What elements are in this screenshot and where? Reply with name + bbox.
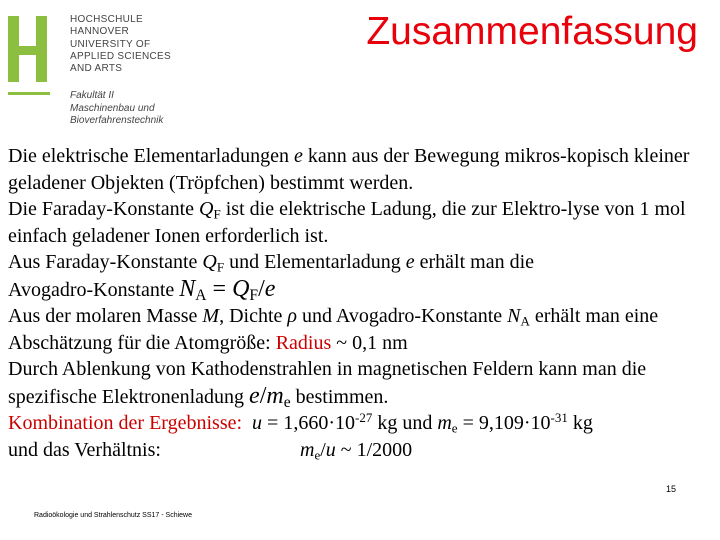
radius-highlight: Radius: [275, 331, 332, 354]
paragraph-avogadro-formula: Avogadro-Konstante $N_A = Q_F/e$: [8, 275, 276, 304]
slide-title: Zusammenfassung: [366, 10, 698, 53]
logo-line: AND ARTS: [70, 63, 123, 75]
paragraph-avogadro-intro: Aus Faraday-Konstante $Q_F$ und Elementarladung e erhält man die: [8, 251, 535, 275]
logo-line: UNIVERSITY OF: [70, 38, 151, 50]
logo-line: HOCHSCHULE: [70, 14, 144, 25]
logo-line: APPLIED SCIENCES: [70, 50, 171, 62]
slide-body: [8, 143, 713, 463]
footer-text: Radioökologie und Strahlenschutz SS17 - Schiewe: [34, 512, 192, 519]
h-logo-icon: [8, 8, 58, 98]
faculty-name: [70, 90, 163, 128]
logo-line: HANNOVER: [70, 26, 130, 38]
paragraph-elementarladung: Die elektrische Elementarladungen e kann aus der Bewegung mikros-kopisch kleiner geladener Objekten (Tröpfchen) bestimmt werden.: [8, 145, 690, 194]
paragraph-atomgroesse: Aus der molaren Masse M, Dichte ρ und Avogadro-Konstante $N_A$ erhält man eine Abschätzung für die Atomgröße: Radius ~ 0,1 nm: [8, 305, 659, 354]
paragraph-verhaeltnis: und das Verhältnis: $m_e/u$ ~ 1/2000: [8, 438, 413, 462]
faculty-line: Maschinenbau und: [70, 102, 155, 114]
faculty-line: Fakultät II: [70, 90, 114, 101]
kombination-label: Kombination der Ergebnisse:: [8, 412, 243, 434]
page-number: 15: [666, 484, 677, 494]
paragraph-kombination: Kombination der Ergebnisse: $u = 1,660\cdot 10^{-27}$ kg und $m_e = 9,109\cdot 10^{-31}$ kg: [8, 409, 593, 436]
logo-wordmark: [70, 14, 171, 75]
university-logo: [8, 8, 178, 132]
faculty-line: Bioverfahrenstechnik: [70, 115, 164, 126]
paragraph-kathodenstrahlen: Durch Ablenkung von Kathodenstrahlen in magnetischen Feldern kann man die spezifische Elektronenladung $e/m_e$ bestimmen.: [8, 358, 647, 411]
paragraph-faraday: Die Faraday-Konstante $Q_F$ ist die elektrische Ladung, die zur Elektro-lyse von 1 mol einfach geladener Ionen erforderlich ist.: [8, 198, 686, 247]
